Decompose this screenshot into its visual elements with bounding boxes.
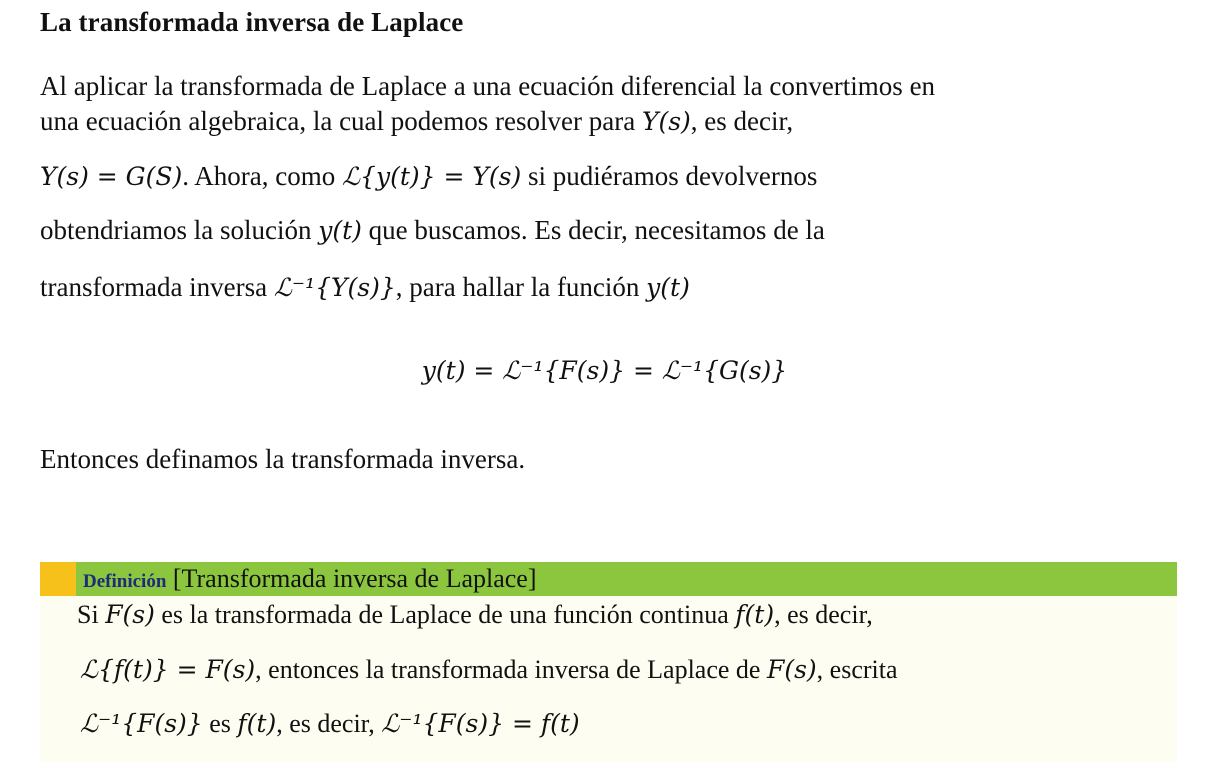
display-equation [0, 352, 1209, 389]
math-inline: Y(s) = G(S) [40, 162, 183, 191]
math-inline: ℒ⁻¹{F(s)} [80, 709, 203, 738]
paragraph-line-3 [40, 159, 817, 194]
definition-text: , escrita [816, 655, 898, 684]
math-inline: ℒ⁻¹{F(s)} = f(t) [381, 709, 580, 738]
definition-text: , es decir, [774, 600, 873, 629]
paragraph-text: una ecuación algebraica, la cual podemos resolver para [40, 106, 636, 136]
paragraph-text: Al aplicar la transformada de Laplace a una ecuación diferencial la convertimos en [40, 71, 936, 101]
closing-sentence: Entonces definamos la transformada inversa. [40, 444, 526, 474]
math-inline: y(t) [646, 273, 690, 302]
math-display: y(t) = ℒ⁻¹{F(s)} = ℒ⁻¹{G(s)} [421, 356, 788, 385]
paragraph-line-1 [40, 69, 935, 103]
math-inline: ℒ⁻¹{Y(s)} [273, 273, 396, 302]
definition-text: , es decir, [276, 709, 375, 738]
definition-header-accent [40, 562, 76, 596]
definition-text: , entonces la transformada inversa de Laplace de [255, 655, 761, 684]
math-inline: Y(s) [641, 107, 691, 136]
math-inline: y(t) [318, 216, 362, 245]
math-inline: f(t) [735, 600, 775, 629]
paragraph-text: si pudiéramos devolvernos [527, 161, 818, 191]
definition-header [40, 562, 1177, 596]
definition-text: Si [77, 600, 99, 629]
paragraph-text: que buscamos. Es decir, necesitamos de la [368, 215, 825, 245]
definition-line-3 [80, 707, 580, 741]
definition-text: es la transformada de Laplace de una función continua [161, 600, 729, 629]
paragraph-text: transformada inversa [40, 272, 268, 302]
math-inline: F(s) [105, 600, 155, 629]
definition-label: Definición [83, 571, 167, 592]
definition-box [40, 562, 1177, 762]
math-inline: f(t) [237, 709, 277, 738]
paragraph-text: , es decir, [690, 106, 794, 136]
definition-name: [Transformada inversa de Laplace] [172, 564, 537, 593]
definition-header-text [83, 562, 537, 599]
definition-text: es [209, 709, 231, 738]
paragraph-line-4 [40, 213, 825, 248]
paragraph-line-5 [40, 270, 690, 305]
page-title: La transformada inversa de Laplace [40, 7, 464, 37]
paragraph-text: . Ahora, como [182, 161, 336, 191]
math-inline: ℒ{y(t)} = Y(s) [342, 162, 522, 191]
paragraph-text: obtendriamos la solución [40, 215, 312, 245]
definition-line-2 [80, 653, 898, 687]
paragraph-text: , para hallar la función [395, 272, 640, 302]
math-inline: F(s) [766, 655, 817, 684]
math-inline: ℒ{f(t)} = F(s) [80, 655, 256, 684]
paragraph-line-2 [40, 104, 793, 139]
definition-line-1 [77, 598, 873, 632]
